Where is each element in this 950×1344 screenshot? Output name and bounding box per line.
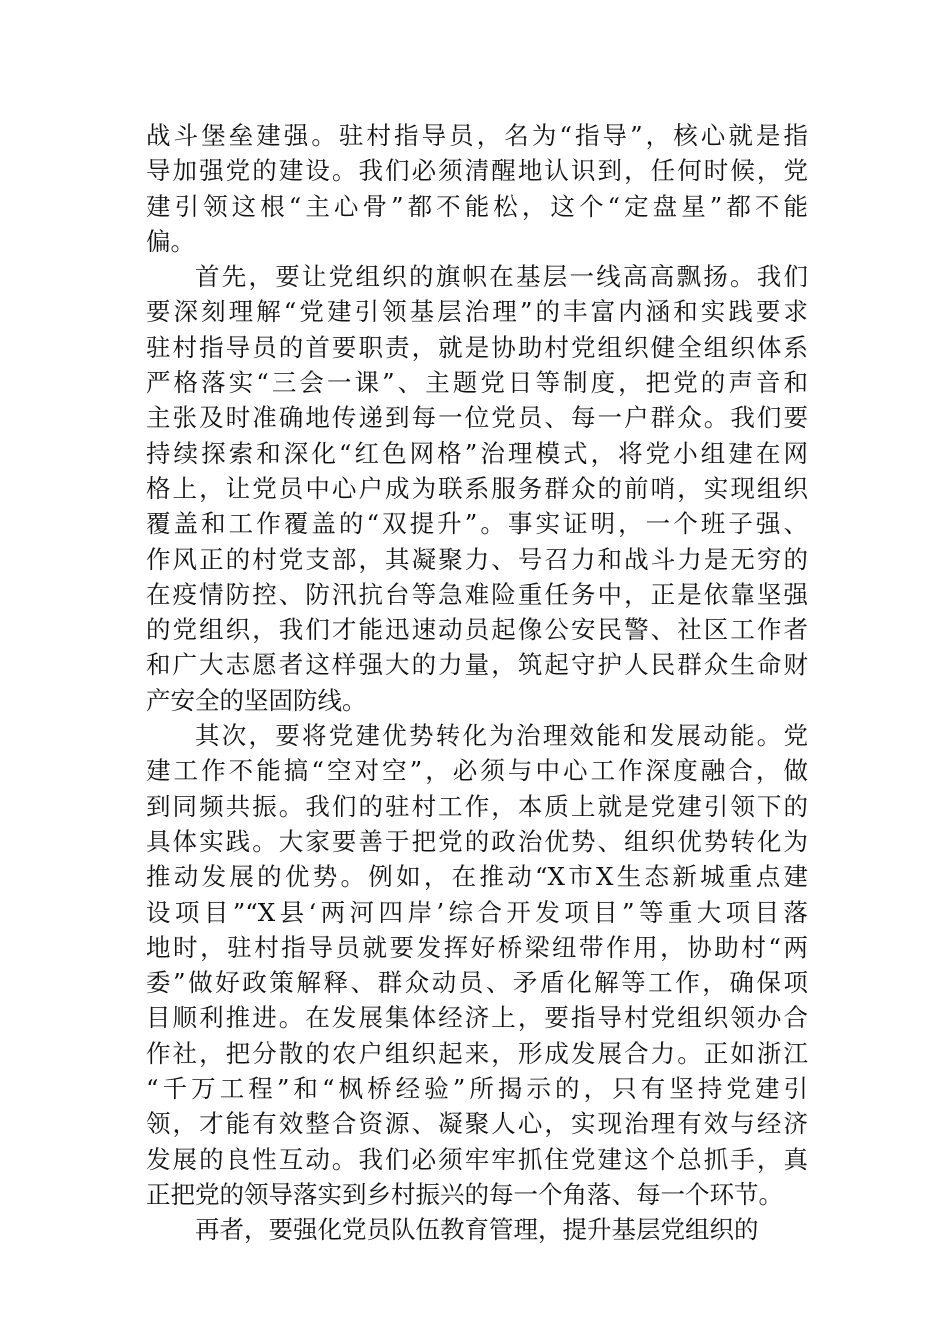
text-line: 建工作不能搞“空对空”，必须与中心工作深度融合，做	[146, 756, 808, 786]
text-line: 地时，驻村指导员就要发挥好桥梁纽带作用，协助村“两	[146, 932, 808, 962]
text-line: 建引领这根“主心骨”都不能松，这个“定盘星”都不能	[146, 191, 808, 221]
text-line: 委”做好政策解释、群众动员、矛盾化解等工作，确保项	[146, 968, 808, 998]
text-line: 再者，要强化党员队伍教育管理，提升基层党组织的	[195, 1215, 759, 1245]
text-line: 目顺利推进。在发展集体经济上，要指导村党组织领办合	[146, 1003, 808, 1033]
document-body	[146, 118, 808, 1248]
text-line: 战斗堡垒建强。驻村指导员，名为“指导”，核心就是指	[146, 121, 808, 150]
paragraph	[146, 118, 808, 259]
text-line: 要深刻理解“党建引领基层治理”的丰富内涵和实践要求	[146, 297, 808, 327]
text-line: “千万工程”和“枫桥经验”所揭示的，只有坚持党建引	[146, 1074, 808, 1104]
text-line: 驻村指导员的首要职责，就是协助村党组织健全组织体系	[146, 332, 808, 362]
text-line: 和广大志愿者这样强大的力量，筑起守护人民群众生命财	[146, 650, 808, 680]
text-line: 首先，要让党组织的旗帜在基层一线高高飘扬。我们	[195, 262, 808, 292]
text-line: 作社，把分散的农户组织起来，形成发展合力。正如浙江	[146, 1038, 808, 1068]
text-line: 严格落实“三会一课”、主题党日等制度，把党的声音和	[146, 368, 808, 398]
text-line: 正把党的领导落实到乡村振兴的每一个角落、每一个环节。	[146, 1179, 783, 1209]
text-line: 的党组织，我们才能迅速动员起像公安民警、社区工作者	[146, 615, 808, 645]
text-line: 设项目”“X县‘两河四岸’综合开发项目”等重大项目落	[146, 897, 808, 927]
text-line: 领，才能有效整合资源、凝聚人心，实现治理有效与经济	[146, 1109, 808, 1139]
text-line: 产安全的坚固防线。	[146, 685, 367, 715]
text-line: 发展的良性互动。我们必须牢牢抓住党建这个总抓手，真	[146, 1144, 808, 1174]
text-line: 持续探索和深化“红色网格”治理模式，将党小组建在网	[146, 438, 808, 468]
text-line: 到同频共振。我们的驻村工作，本质上就是党建引领下的	[146, 791, 808, 821]
text-line: 覆盖和工作覆盖的“双提升”。事实证明，一个班子强、	[146, 509, 808, 539]
paragraph	[146, 259, 808, 718]
text-line: 导加强党的建设。我们必须清醒地认识到，任何时候，党	[146, 156, 808, 186]
text-line: 在疫情防控、防汛抗台等急难险重任务中，正是依靠坚强	[146, 579, 808, 609]
paragraph	[146, 718, 808, 1212]
paragraph	[146, 1212, 808, 1247]
text-line: 具体实践。大家要善于把党的政治优势、组织优势转化为	[146, 826, 808, 856]
text-line: 推动发展的优势。例如，在推动“X市X生态新城重点建	[146, 862, 808, 892]
text-line: 作风正的村党支部，其凝聚力、号召力和战斗力是无穷的	[146, 544, 808, 574]
text-line: 其次，要将党建优势转化为治理效能和发展动能。党	[195, 721, 808, 751]
text-line: 主张及时准确地传递到每一位党员、每一户群众。我们要	[146, 403, 808, 433]
text-line: 格上，让党员中心户成为联系服务群众的前哨，实现组织	[146, 473, 808, 503]
text-line: 偏。	[146, 226, 195, 256]
